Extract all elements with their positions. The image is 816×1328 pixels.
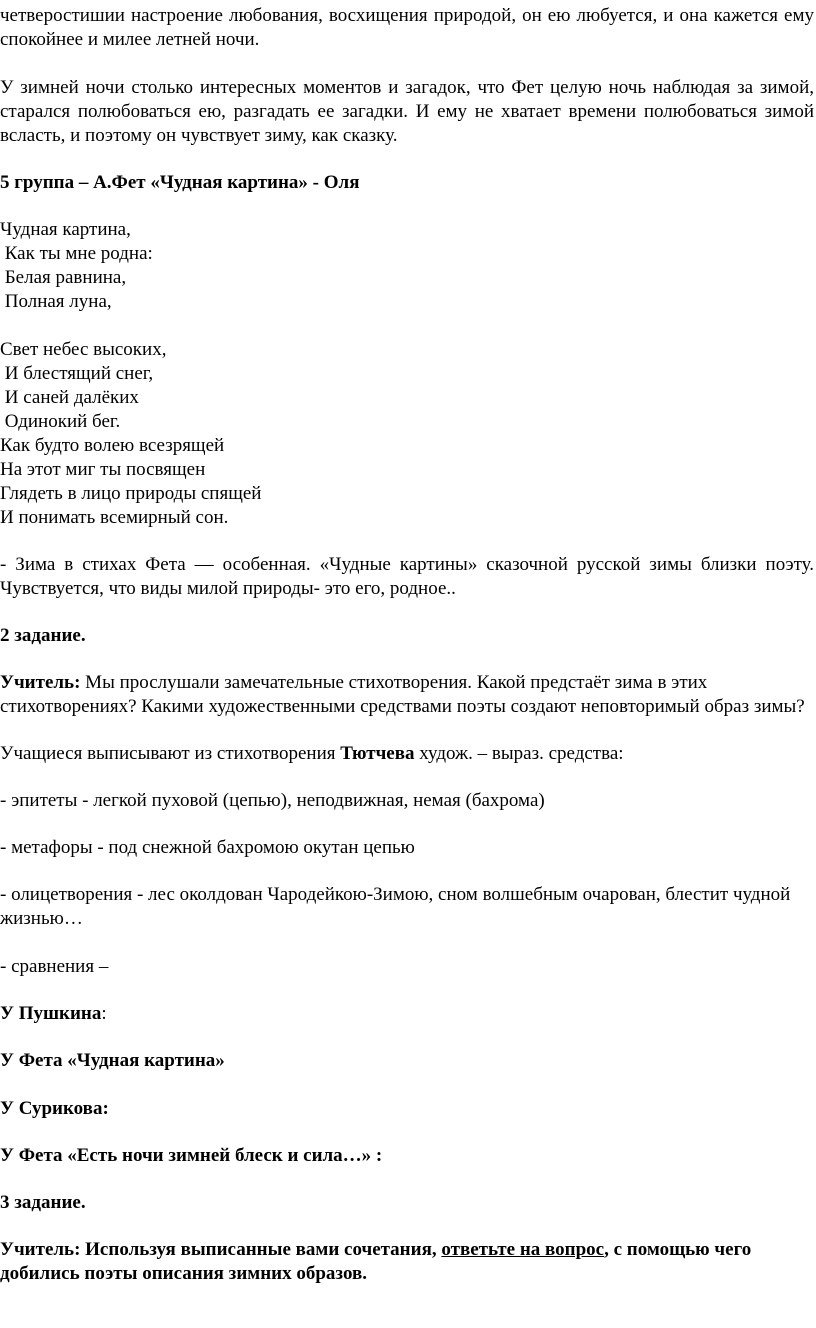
fet-comment-paragraph: - Зима в стихах Фета — особенная. «Чудные картины» сказочной русской зимы близки поэту. Чувствуется, что виды милой природы- это его, родное.. (0, 554, 814, 599)
teacher-question-paragraph (0, 671, 814, 719)
teacher-label: Учитель: (0, 672, 81, 693)
metaphors-item: - метафоры - под снежной бахромою окутан цепью (0, 837, 415, 858)
pushkin-colon: : (101, 1003, 107, 1024)
task3-text-end: , с помощью чего добились поэты описания зимних образов. (0, 1239, 752, 1284)
poem-stanza-2 (0, 338, 814, 530)
document-page (0, 4, 814, 1286)
poem-line: Свет небес высоких, (0, 339, 167, 360)
poem-line: И саней далёких (0, 387, 139, 408)
poem-line: И понимать всемирный сон. (0, 507, 229, 528)
fet-winter-night-line: У Фета «Есть ночи зимней блеск и сила…» : (0, 1145, 383, 1166)
comparisons-item: - сравнения – (0, 956, 109, 977)
poem-line: Как ты мне родна: (0, 243, 153, 264)
task3-underlined-phrase: ответьте на вопрос (441, 1239, 605, 1260)
pushkin-line (0, 1002, 814, 1026)
poem-line: Как будто волею всезрящей (0, 435, 225, 456)
pushkin-label: У Пушкина (0, 1003, 102, 1024)
poet-name-tyutchev: Тютчева (340, 743, 415, 764)
epithets-item: - эпитеты - легкой пуховой (цепью), неподвижная, немая (бахрома) (0, 790, 545, 811)
poem-line: Белая равнина, (0, 267, 127, 288)
poem-line: Глядеть в лицо природы спящей (0, 483, 262, 504)
intro-paragraph-1: четверостишии настроение любования, восхищения природой, он ею любуется, и она кажется ему спокойнее и милее летней ночи. (0, 5, 814, 50)
poem-line: Одинокий бег. (0, 411, 121, 432)
poem-line: И блестящий снег, (0, 363, 154, 384)
surikov-line: У Сурикова: (0, 1098, 109, 1119)
task3-text-start: Учитель: Используя выписанные вами сочетания, (0, 1239, 442, 1260)
task3-teacher-paragraph (0, 1238, 814, 1286)
poem-line: Чудная картина, (0, 219, 131, 240)
task2-heading: 2 задание. (0, 625, 86, 646)
students-text-start: Учащиеся выписывают из стихотворения (0, 743, 341, 764)
fet-painting-line: У Фета «Чудная картина» (0, 1050, 225, 1071)
group5-heading: 5 группа – А.Фет «Чудная картина» - Оля (0, 172, 360, 193)
personification-item: - олицетворения - лес околдован Чародейкою-Зимою, сном волшебным очарован, блестит чудной жизнью… (0, 884, 791, 929)
teacher-question-text: Мы прослушали замечательные стихотворения. Какой предстаёт зима в этих стихотворениях? Какими художественными средствами поэты создают неповторимый образ зимы? (0, 672, 805, 717)
students-text-end: худож. – выраз. средства: (414, 743, 624, 764)
poem-stanza-1 (0, 218, 814, 314)
poem-line: На этот миг ты посвящен (0, 459, 206, 480)
poem-line: Полная луна, (0, 291, 112, 312)
intro-paragraph-2: У зимней ночи столько интересных моментов и загадок, что Фет целую ночь наблюдая за зимой, старался полюбоваться ею, разгадать ее загадки. И ему не хватает времени полюбоваться зимой всласть, и поэтому он чувствует зиму, как сказку. (0, 77, 814, 146)
task3-heading: 3 задание. (0, 1192, 86, 1213)
students-paragraph (0, 742, 814, 766)
